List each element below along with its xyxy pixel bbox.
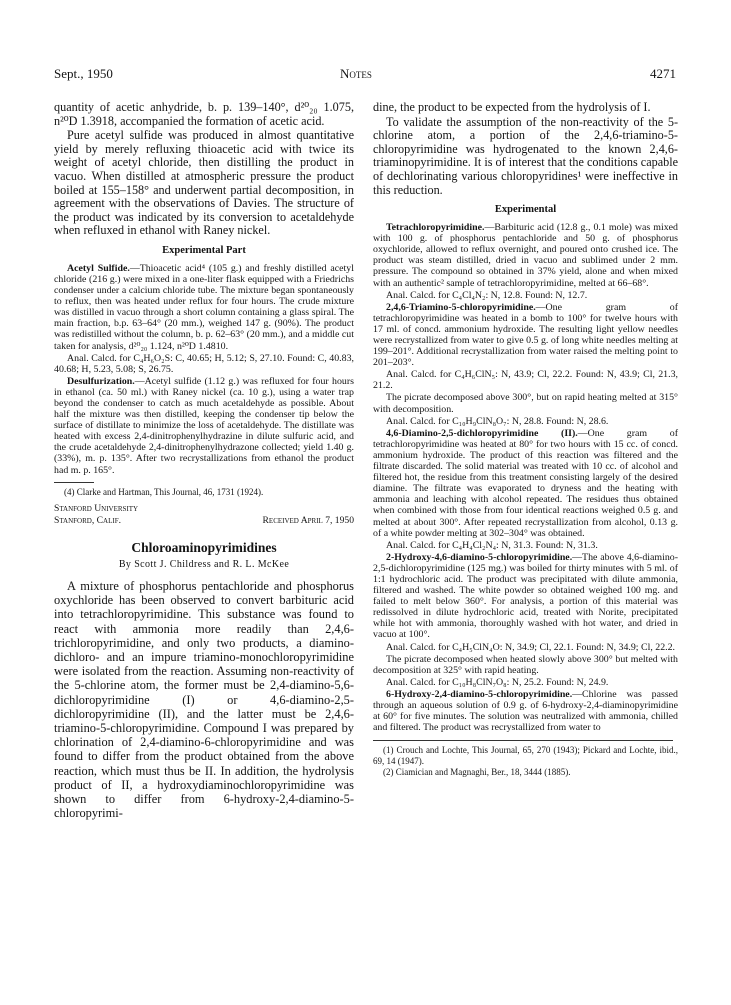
picrate-2-analysis: Anal. Calcd. for C₁₀H₈ClN₇O₈: N, 25.2. Found: N, 24.9. — [386, 676, 609, 688]
signature-university: Stanford University — [54, 503, 139, 515]
right-paragraph-1: dine, the product to be expected from the hydrolysis of I. — [373, 100, 651, 114]
footnote-rule — [54, 482, 94, 483]
picrate-1-analysis: Anal. Calcd. for C₁₀H₉ClN₈O₇: N, 28.8. Found: N, 28.6. — [386, 415, 609, 427]
article-authors: By Scott J. Childress and R. L. McKee — [118, 559, 290, 571]
picrate-2: The picrate decomposed when heated slowly above 300° but melted with decomposition at 325° with rapid heating. — [373, 653, 678, 676]
acetyl-sulfide-paragraph — [54, 263, 354, 352]
diamino-analysis: Anal. Calcd. for C₄H₄Cl₂N₄: N, 31.3. Found: N, 31.3. — [386, 539, 598, 551]
hydroxy-analysis: Anal. Calcd. for C₄H₅ClN₄O: N, 34.9; Cl, 22.1. Found: N, 34.9; Cl, 22.2. — [386, 641, 676, 653]
acetyl-sulfide-title: Acetyl Sulfide. — [67, 262, 130, 274]
right-experimental-section — [373, 222, 678, 733]
footnote-1: (1) Crouch and Lochte, This Journal, 65, 270 (1943); Pickard and Lochte, ibid., 69, 14 (1947). — [373, 745, 678, 766]
experimental-section — [54, 263, 354, 476]
tetrachloropyrimidine-paragraph — [373, 222, 678, 289]
footnote-2: (2) Ciamician and Magnaghi, Ber., 18, 3444 (1885). — [383, 767, 571, 778]
article-intro: A mixture of phosphorus pentachloride and phosphorus oxychloride has been observed to convert barbituric acid into tetrachloropyrimidine. This substance was found to react with ammonia more readily than 2,4,6-trichloropyrimidine, and only two products, a diamino-dichloro- and an impure triamino-monochloropyrimidine were isolated from the reaction. Assuming non-reactivity of the 5-chlorine atom, the former must be 2,4-diamino-5,6-dichloropyrimidine (I) or 4,6-diamino-2,5-dichloropyrimidine (II), and the latter must be 2,4,6-triamino-5-chloropyrimidine. Compound I was prepared by chlorination of 2,4-diamino-6-chloropyrimidine and was found to differ from the product obtained from the above reaction, which must thus be II. In addition, the hydrolysis product of II, a hydroxydiaminochloropyrimidine was shown to differ from 6-hydroxy-2,4-diamino-5-chloropyrimi- — [54, 579, 354, 821]
desulfurization-title: Desulfurization. — [67, 375, 135, 387]
article-title: Chloroaminopyrimidines — [131, 540, 277, 556]
triamino-analysis: Anal. Calcd. for C₄H₆ClN₅: N, 43.9; Cl, 22.2. Found: N, 43.9; Cl, 21.3, 21.2. — [373, 369, 678, 392]
left-paragraph-2: Pure acetyl sulfide was produced in almost quantitative yield by merely refluxing thioacetic acid with twice its weight of acetyl chloride, then distilling the product in vacuo. When distilled at atmospheric pressure the product boiled at 155–158° and underwent partial decomposition, in agreement with the observations of Davies. The structure of the product was indicated by its conversion to acetaldehyde when refluxed in ethanol with Raney nickel. — [54, 128, 354, 238]
tetrachloropyrimidine-body: —Barbituric acid (12.8 g., 0.1 mole) was mixed with 100 g. of phosphorus pentachloride and 50 g. of phosphorus oxychloride, allowed to reflux overnight, and poured onto crushed ice. The product was steam distilled, dried in vacuo and sublimed under 2 mm. pressure. The compound so obtained in 37% yield, alone and when mixed with an authentic² sample of tetrachloropyrimidine, melted at 66–68°. — [373, 222, 678, 289]
experimental-heading: Experimental — [494, 204, 557, 216]
triamino-paragraph — [373, 302, 678, 369]
right-paragraph-2: To validate the assumption of the non-reactivity of the 5-chlorine atom, a portion of the 2,4,6-triamino-5-chloropyrimidine was hydrogenated to the known 2,4,6-triaminopyrimidine. It is of interest that the conditions capable of dechlorinating various chloropyridines¹ were ineffective in this reduction. — [373, 114, 678, 197]
desulfurization-paragraph — [54, 376, 354, 476]
left-column — [54, 101, 354, 821]
acetyl-sulfide-body: —Thioacetic acid⁴ (105 g.) and freshly distilled acetyl chloride (216 g.) were mixed in a one-liter flask equipped with a Friedrichs condenser under a calcium chloride tube. The mixture began spontaneously to reflux, then was heated under reflux for four hours. The crude mixture was distilled in vacuo through a short column containing a glass spiral. The main fraction, b.p. 63–64° (20 mm.), weighed 147 g. (90%). The product was redistilled without the column, b. p. 62–63° (20 mm.), and a middle cut taken for analysis, d²⁰₂₀ 1.124, n²⁰D 1.4810. — [54, 262, 354, 352]
diamino-title: 4,6-Diamino-2,5-dichloropyrimidine (II). — [386, 427, 578, 439]
running-header — [54, 66, 676, 82]
experimental-part-heading: Experimental Part — [162, 244, 246, 256]
left-paragraph-1: quantity of acetic anhydride, b. p. 139–140°, d²⁰₂₀ 1.075, n²⁰D 1.3918, accompanied the formation of acetic acid. — [54, 100, 354, 128]
header-date: Sept., 1950 — [54, 66, 113, 81]
triamino-title: 2,4,6-Triamino-5-chloropyrimidine. — [386, 301, 536, 313]
desulfurization-body: —Acetyl sulfide (1.12 g.) was refluxed for four hours in ethanol (ca. 50 ml.) with Raney nickel (ca. 10 g.), using a water trap beyond the condenser to catch as much acetaldehyde as possible. About half the mixture was then distilled, keeping the condenser tip below the surface of distillate to minimize the loss of acetaldehyde. The distillate was heated with excess 2,4-dinitrophenylhydrazine in dilute sulfuric acid, and the crude acetaldehyde 2,4-dinitrophenylhydrazone collected; yield 1.40 g. (33%), m. p. 135°. After two recrystallizations from ethanol the product had m. p. 165°. — [54, 375, 354, 476]
hydroxy6-paragraph — [373, 689, 678, 733]
tetrachloropyrimidine-title: Tetrachloropyrimidine. — [386, 222, 485, 234]
diamino-body: —One gram of tetrachloropyrimidine was heated at 80° for two hours with 15 cc. of concd. ammonium hydroxide. The product of this reaction was filtered and the filtrate discarded. The solid material was treated with 10 cc. of alcohol and filtered hot, the residue from this treatment consisting largely of the desired diamine. The filtrate was evaporated to dryness and the heating with ammonia and leaching with alcohol repeated. The residues thus obtained when combined with those from four identical reactions weighed 0.5 g. and melted at about 300°. After repeated recrystallization from alcohol, 0.13 g. of a white powder melting at 302–304° was obtained. — [373, 427, 678, 539]
hydroxy6-title: 6-Hydroxy-2,4-diamino-5-chloropyrimidine. — [386, 688, 573, 700]
hydroxy6-body: —Chlorine was passed through an aqueous solution of 0.9 g. of 6-hydroxy-2,4-diaminopyrimidine at 60° for five minutes. The solution was neutralized with ammonia, chilled and filtered. The product was recrystallized from water to — [373, 688, 678, 734]
header-page-number: 4271 — [650, 66, 676, 81]
right-footnote-rule — [373, 740, 673, 741]
header-section: Notes — [340, 66, 372, 81]
diamino-paragraph — [373, 428, 678, 539]
hydroxy-title: 2-Hydroxy-4,6-diamino-5-chloropyrimidine. — [386, 551, 573, 563]
signature-received: Received April 7, 1950 — [262, 514, 354, 526]
hydroxy-paragraph — [373, 552, 678, 641]
acetyl-sulfide-analysis: Anal. Calcd. for C₄H₆O₂S: C, 40.65; H, 5.12; S, 27.10. Found: C, 40.83, 40.68; H, 5.23, 5.08; S, 26.75. — [54, 352, 354, 375]
hydroxy-body: —The above 4,6-diamino-2,5-dichloropyrimidine (125 mg.) was boiled for thirty minutes with 5 ml. of 1:1 hydrochloric acid. The product was precipitated with dilute ammonia, filtered and washed. The white powder so obtained weighed 100 mg. and failed to melt below 360°. For analysis, a portion of this material was redissolved in dilute hydrochloric acid, treated with Norite, precipitated while hot with ammonia, thoroughly washed with hot water, and dried in vacuo at 100°. — [373, 551, 678, 641]
footnote-4: (4) Clarke and Hartman, This Journal, 46, 1731 (1924). — [64, 486, 264, 497]
picrate-1: The picrate decomposed above 300°, but on rapid heating melted at 315° with decomposition. — [373, 392, 678, 415]
tetrachloropyrimidine-analysis: Anal. Calcd. for C₄Cl₄N₂: N, 12.8. Found: N, 12.7. — [386, 289, 588, 301]
signature-block — [54, 503, 354, 526]
signature-city: Stanford, Calif. — [54, 514, 121, 526]
right-column — [373, 101, 678, 779]
triamino-body: —One gram of tetrachloropyrimidine was heated in a bomb to 100° for twelve hours with 17 ml. of concd. ammonium hydroxide. The resulting light yellow needles were recrystallized from water to give 0.5 g. of long white needles melting at 199–201°. Additional recrystallization from water raised the melting point to 201–203°. — [373, 301, 678, 369]
